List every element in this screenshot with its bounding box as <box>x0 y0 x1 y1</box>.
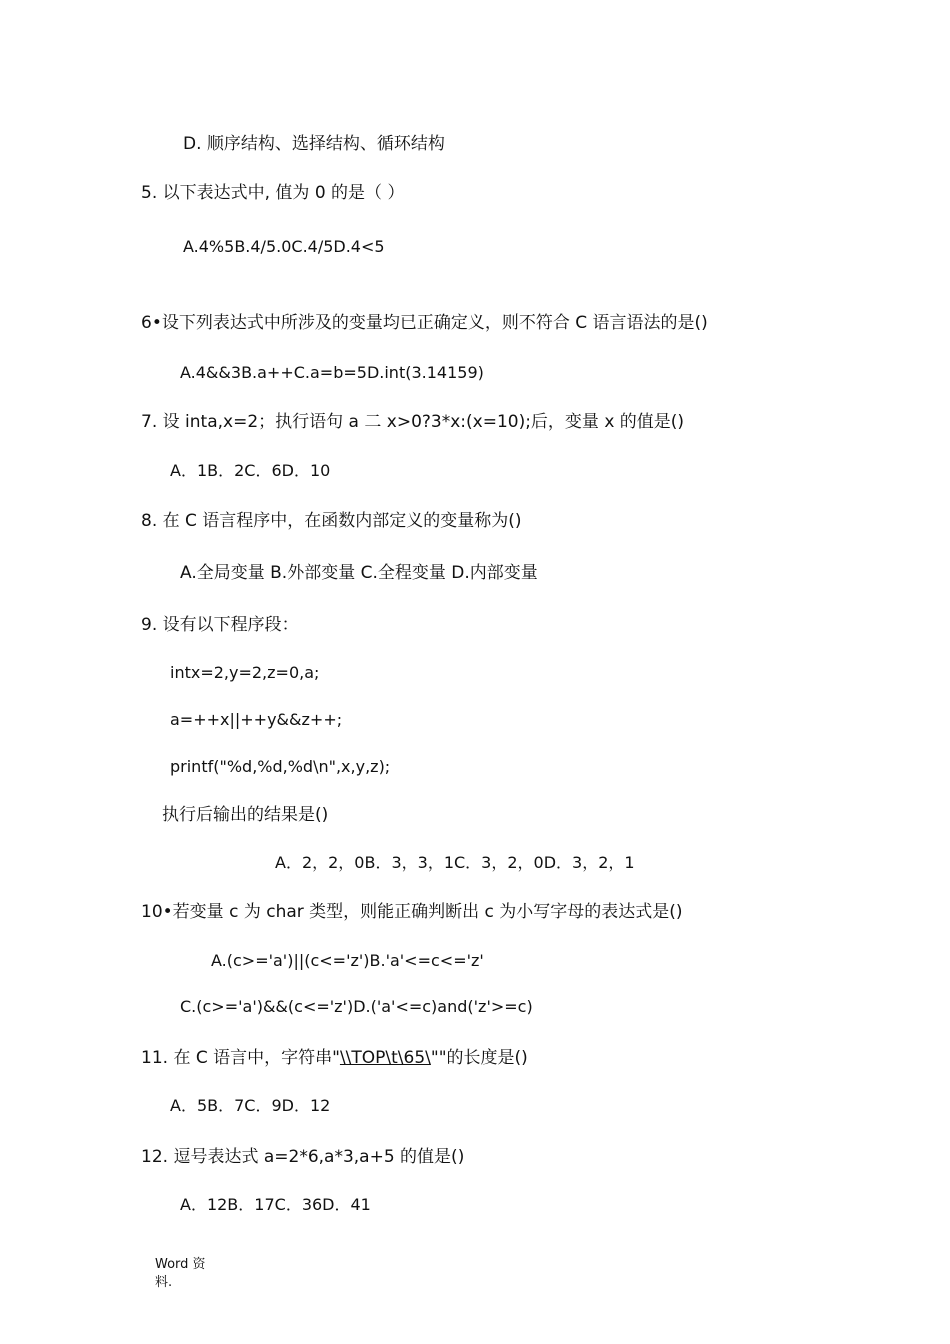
options-q8: A.全局变量 B.外部变量 C.全程变量 D.内部变量 <box>180 563 538 583</box>
question-11-prefix: 11. 在 C 语言中，字符串" <box>141 1048 340 1068</box>
question-11-suffix: ""的长度是() <box>430 1048 528 1068</box>
question-7: 7. 设 inta,x=2；执行语句 a 二 x>0?3*x:(x=10);后，变量 x 的值是() <box>141 412 685 432</box>
options-q7: A．1B．2C．6D．10 <box>170 461 331 480</box>
question-9: 9. 设有以下程序段： <box>141 615 299 635</box>
question-6: 6•设下列表达式中所涉及的变量均已正确定义，则不符合 C 语言语法的是() <box>141 313 708 333</box>
code-line-2: a=++x||++y&&z++; <box>170 710 343 729</box>
options-q11: A．5B．7C．9D．12 <box>170 1096 331 1115</box>
question-8: 8. 在 C 语言程序中，在函数内部定义的变量称为() <box>141 511 522 531</box>
code-line-3: printf("%d,%d,%d\n",x,y,z); <box>170 757 391 776</box>
code-line-1: intx=2,y=2,z=0,a; <box>170 663 320 682</box>
options-q6: A.4&&3B.a++C.a=b=5D.int(3.14159) <box>180 363 484 382</box>
option-line-q4-d: D. 顺序结构、选择结构、循环结构 <box>183 134 445 154</box>
options-q5: A.4%5B.4/5.0C.4/5D.4<5 <box>183 237 385 256</box>
question-12: 12. 逗号表达式 a=2*6,a*3,a+5 的值是() <box>141 1147 465 1167</box>
question-9-prompt: 执行后输出的结果是() <box>162 805 329 825</box>
footer-line-1: Word 资 <box>155 1257 206 1272</box>
options-q10-ab: A.(c>='a')||(c<='z')B.'a'<=c<='z' <box>211 951 484 970</box>
string-literal: \\TOP\t\65\ <box>339 1048 431 1068</box>
question-11 <box>141 1047 528 1069</box>
footer-line-2: 料. <box>155 1275 173 1290</box>
options-q9: A．2，2，0B．3，3，1C．3，2，0D．3，2，1 <box>275 853 635 872</box>
options-q12: A．12B．17C．36D．41 <box>180 1195 371 1214</box>
question-10: 10•若变量 c 为 char 类型，则能正确判断出 c 为小写字母的表达式是() <box>141 902 683 922</box>
question-5: 5. 以下表达式中, 值为 0 的是（ ） <box>141 183 405 203</box>
footer <box>155 1256 215 1292</box>
options-q10-cd: C.(c>='a')&&(c<='z')D.('a'<=c)and('z'>=c) <box>180 997 533 1016</box>
